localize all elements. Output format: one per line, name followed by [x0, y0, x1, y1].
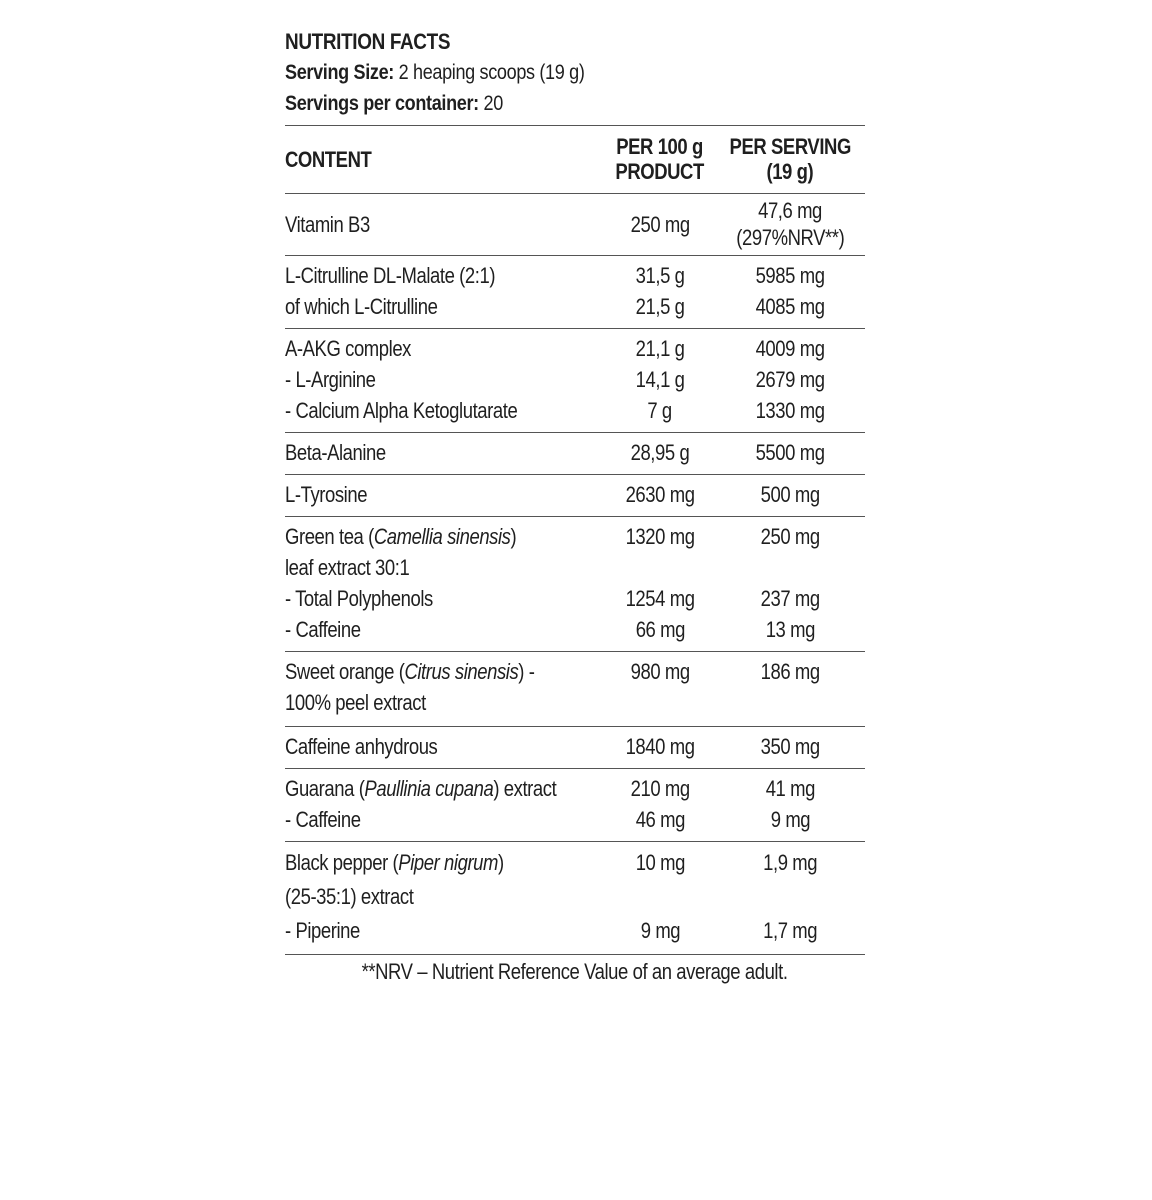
row-sub-perserving: 1330 mg: [755, 398, 825, 423]
table-row: [285, 652, 865, 727]
latin-name: Camellia sinensis: [373, 524, 511, 549]
column-header-per100-line1: PER 100 g: [616, 134, 704, 159]
row-subname: - Total Polyphenols: [285, 586, 433, 611]
row-sub-perserving: 4085 mg: [755, 294, 825, 319]
nrv-footnote: **NRV – Nutrient Reference Value of an average adult.: [362, 959, 788, 984]
row-perserving-nrv: (297%NRV**): [735, 225, 845, 250]
row-sub-perserving: 13 mg: [765, 617, 815, 642]
table-row: [285, 194, 865, 256]
row-name-line2: (25-35:1) extract: [285, 884, 414, 909]
row-perserving: 350 mg: [760, 734, 820, 759]
row-per100: 10 mg: [635, 850, 685, 875]
serving-size-label: Serving Size:: [285, 61, 394, 84]
row-per100: 31,5 g: [635, 263, 685, 288]
row-name: Sweet orange (Citrus sinensis) -: [285, 659, 535, 684]
row-per100: 250 mg: [630, 211, 690, 237]
row-subname: - Caffeine: [285, 617, 361, 642]
serving-size-line: [285, 57, 784, 88]
row-name: A-AKG complex: [285, 336, 411, 361]
row-sub-per100: 14,1 g: [635, 367, 685, 392]
nrv-footnote-line: [285, 957, 865, 987]
servings-per-container-label: Servings per container:: [285, 92, 479, 115]
row-name: Green tea (Camellia sinensis): [285, 524, 517, 549]
row-name-line2: 100% peel extract: [285, 690, 426, 715]
column-header-perserving-line2: (19 g): [766, 159, 814, 184]
nutrition-header: [285, 26, 784, 119]
row-per100: 1320 mg: [625, 524, 695, 549]
column-header-per100-line2: PRODUCT: [615, 159, 705, 184]
row-perserving: 47,6 mg: [758, 198, 822, 223]
row-sub-perserving: 9 mg: [770, 807, 810, 832]
table-row: [285, 475, 865, 517]
row-subname: - L-Arginine: [285, 367, 376, 392]
nutrition-table: [285, 126, 865, 955]
table-header-row: [285, 126, 865, 194]
row-name-line2: leaf extract 30:1: [285, 555, 410, 580]
row-subname: - Caffeine: [285, 807, 361, 832]
column-header-content: CONTENT: [285, 146, 372, 172]
row-name: Vitamin B3: [285, 211, 370, 237]
row-sub-perserving: 237 mg: [760, 586, 820, 611]
row-perserving: 186 mg: [760, 659, 820, 684]
latin-name: Citrus sinensis: [404, 659, 519, 684]
row-name: Black pepper (Piper nigrum): [285, 850, 504, 875]
table-row: [285, 727, 865, 769]
row-perserving: 500 mg: [760, 482, 820, 507]
latin-name: Piper nigrum: [398, 850, 499, 875]
row-sub-per100: 9 mg: [640, 918, 680, 943]
row-name: L-Citrulline DL-Malate (2:1): [285, 263, 496, 288]
row-subname: - Calcium Alpha Ketoglutarate: [285, 398, 518, 423]
row-perserving: 41 mg: [765, 776, 815, 801]
servings-per-container-line: [285, 88, 784, 119]
latin-name: Paullinia cupana: [364, 776, 494, 801]
row-subname: - Piperine: [285, 918, 360, 943]
row-sub-per100: 7 g: [647, 398, 673, 423]
table-row: [285, 329, 865, 433]
table-row: [285, 517, 865, 652]
servings-per-container-value: 20: [478, 92, 503, 115]
table-row: [285, 842, 865, 955]
serving-size-value: 2 heaping scoops (19 g): [393, 61, 585, 84]
row-per100: 1840 mg: [625, 734, 695, 759]
row-sub-per100: 66 mg: [635, 617, 685, 642]
row-sub-perserving: 2679 mg: [755, 367, 825, 392]
row-sub-per100: 46 mg: [635, 807, 685, 832]
row-name: Beta-Alanine: [285, 440, 386, 465]
table-row: [285, 769, 865, 842]
row-name: L-Tyrosine: [285, 482, 368, 507]
row-per100: 980 mg: [630, 659, 690, 684]
row-name: Guarana (Paullinia cupana) extract: [285, 776, 557, 801]
row-sub-perserving: 1,7 mg: [763, 918, 817, 943]
row-per100: 2630 mg: [625, 482, 695, 507]
row-perserving: 1,9 mg: [763, 850, 817, 875]
row-sub-per100: 21,5 g: [635, 294, 685, 319]
nutrition-title: NUTRITION FACTS: [285, 29, 451, 54]
column-header-perserving-line1: PER SERVING: [729, 134, 851, 159]
row-perserving: 5985 mg: [755, 263, 825, 288]
row-per100: 21,1 g: [635, 336, 685, 361]
table-row: [285, 433, 865, 475]
table-row: [285, 256, 865, 329]
row-perserving: 250 mg: [760, 524, 820, 549]
row-perserving: 5500 mg: [755, 440, 825, 465]
nutrition-facts-panel: [285, 26, 865, 987]
row-per100: 28,95 g: [630, 440, 690, 465]
row-sub-per100: 1254 mg: [625, 586, 695, 611]
row-perserving: 4009 mg: [755, 336, 825, 361]
row-name: Caffeine anhydrous: [285, 734, 438, 759]
row-subname: of which L-Citrulline: [285, 294, 438, 319]
row-per100: 210 mg: [630, 776, 690, 801]
